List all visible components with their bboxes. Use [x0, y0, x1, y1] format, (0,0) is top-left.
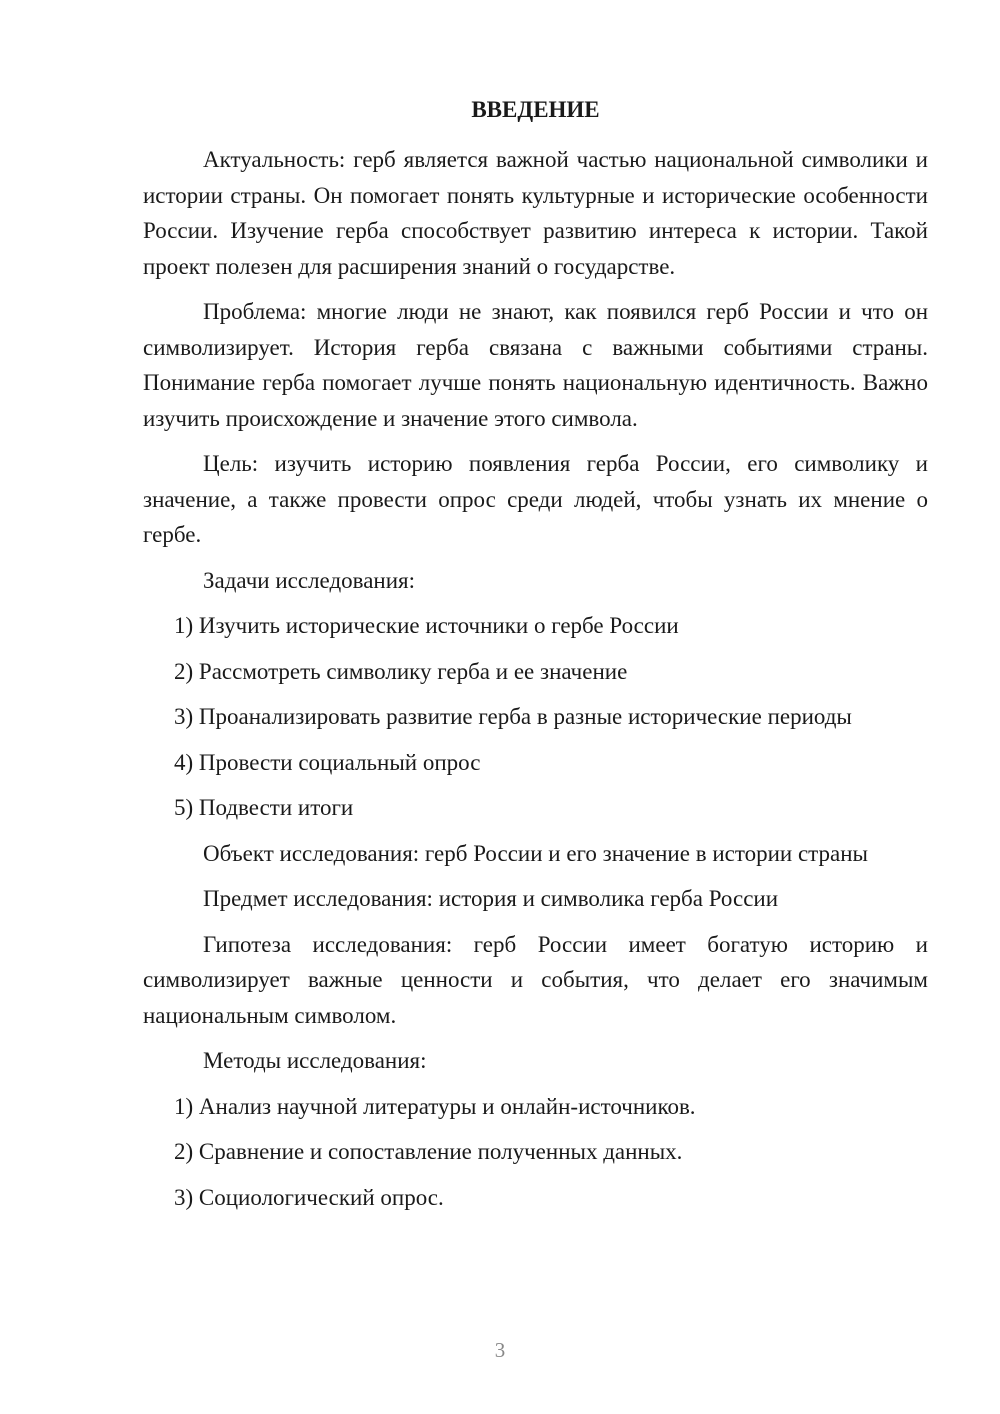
hypothesis-paragraph: Гипотеза исследования: герб России имеет богатую историю и символизирует важные ценности и события, что делает его значимым национальным символом. [143, 931, 928, 1028]
task-item: 4) Провести социальный опрос [174, 749, 481, 775]
research-object: Объект исследования: герб России и его значение в истории страны [203, 840, 868, 866]
task-item: 5) Подвести итоги [174, 795, 354, 820]
task-item: 2) Рассмотреть символику герба и ее значение [174, 658, 628, 684]
section-title: ВВЕДЕНИЕ [471, 97, 600, 122]
problem-paragraph: Проблема: многие люди не знают, как появился герб России и что он символизирует. История герба связана с важными событиями страны. Понимание герба помогает лучше понять национальную идентичность. Важно изучить происхождение и значение этого символа. [143, 299, 928, 431]
research-subject: Предмет исследования: история и символика герба России [203, 886, 779, 911]
goal-paragraph: Цель: изучить историю появления герба России, его символику и значение, а также провести опрос среди людей, чтобы узнать их мнение о гербе. [143, 451, 928, 547]
method-item: 3) Социологический опрос. [174, 1184, 444, 1210]
methods-heading: Методы исследования: [203, 1048, 427, 1073]
method-item: 1) Анализ научной литературы и онлайн-источников. [174, 1093, 696, 1119]
document-page [143, 0, 928, 1414]
task-item: 1) Изучить исторические источники о гербе России [174, 613, 679, 638]
tasks-heading: Задачи исследования: [203, 567, 416, 593]
task-item: 3) Проанализировать развитие герба в разные исторические периоды [174, 704, 852, 729]
page-number: 3 [494, 1338, 506, 1362]
document-body [143, 142, 928, 1225]
method-item: 2) Сравнение и сопоставление полученных данных. [174, 1139, 683, 1164]
relevance-paragraph: Актуальность: герб является важной частью национальной символики и истории страны. Он помогает понять культурные и исторические особенности России. Изучение герба способствует развитию интереса к истории. Такой проект полезен для расширения знаний о государстве. [143, 147, 928, 279]
